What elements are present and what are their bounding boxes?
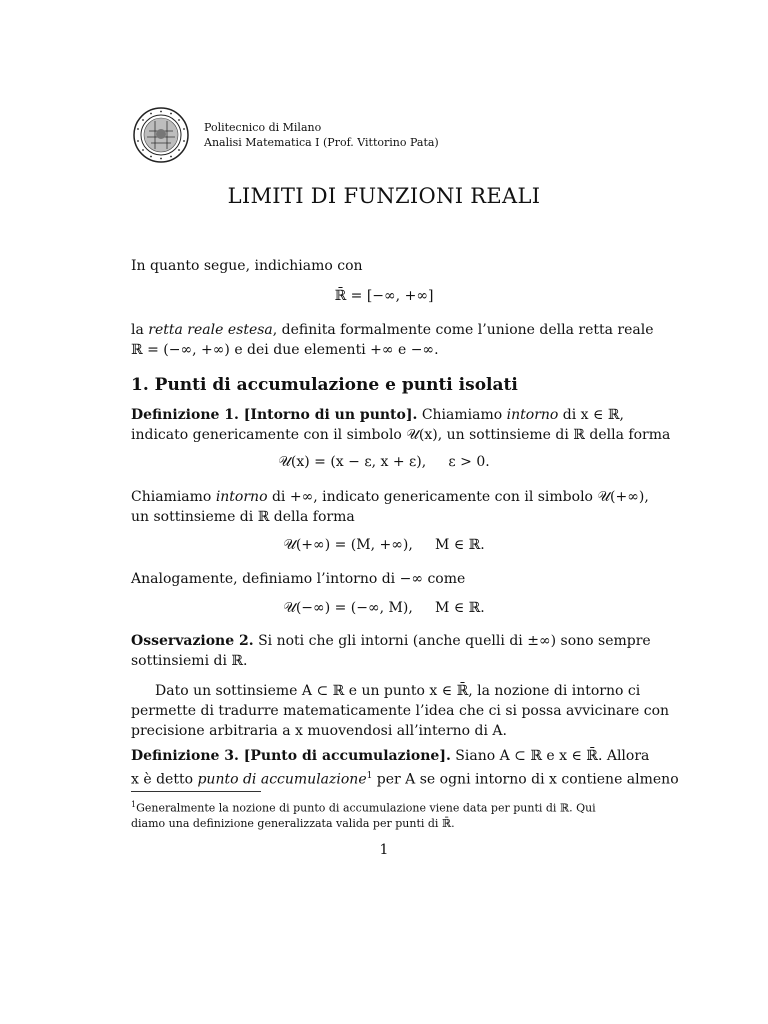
course-header xyxy=(204,120,439,150)
footnote: $^1$Generalmente la nozione di punto di accumulazione viene data per punti di ℝ. Qui diamo una definizione generalizzata valida per punti di ℝ̄. xyxy=(131,800,596,830)
minus-infinity-equation: 𝒰(−∞) = (−∞, M), M ∈ ℝ. xyxy=(283,600,485,616)
plus-infinity-paragraph: Chiamiamo intorno di +∞, indicato genericamente con il simbolo 𝒰(+∞), un sottinsieme di ℝ della forma xyxy=(131,489,649,525)
intro-line: In quanto segue, indichiamo con xyxy=(131,258,363,274)
institution-name: Politecnico di Milano xyxy=(204,121,322,134)
document-title: LIMITI DI FUNZIONI REALI xyxy=(227,184,541,208)
page-number: 1 xyxy=(379,842,389,858)
observation-2: Osservazione 2. Si noti che gli intorni (anche quelli di ±∞) sono sempre sottinsiemi di ℝ. xyxy=(131,633,651,669)
retta-reale-estesa-term: retta reale estesa xyxy=(148,322,273,338)
definition-1: Definizione 1. [Intorno di un punto]. Chiamiamo intorno di x ∈ ℝ, indicato genericamente con il simbolo 𝒰(x), un sottinsieme di ℝ della forma xyxy=(131,407,671,443)
neighborhood-equation: 𝒰(x) = (x − ε, x + ε), ε > 0. xyxy=(278,454,490,470)
definition-3: Definizione 3. [Punto di accumulazione]. Siano A ⊂ ℝ e x ∈ ℝ̄. Allora x è detto punto di accumulazione$^1$ per A se ogni intorno di x contiene almeno xyxy=(131,748,679,788)
plus-infinity-equation: 𝒰(+∞) = (M, +∞), M ∈ ℝ. xyxy=(283,537,485,553)
footnote-rule xyxy=(131,791,261,792)
intorno-paragraph: Dato un sottinsieme A ⊂ ℝ e un punto x ∈ ℝ̄, la nozione di intorno ci permette di tradurre matematicamente l’idea che ci si possa avvicinare con precisione arbitraria a x muovendosi all’interno di A. xyxy=(131,683,670,739)
intro-paragraph: la retta reale estesa, definita formalmente come l’unione della retta reale ℝ = (−∞, +∞) e dei due elementi +∞ e −∞. xyxy=(131,322,654,358)
definition-1-label: Definizione 1. [Intorno di un punto]. xyxy=(131,407,418,423)
observation-2-label: Osservazione 2. xyxy=(131,633,254,649)
minus-infinity-paragraph: Analogamente, definiamo l’intorno di −∞ come xyxy=(131,571,466,587)
section-heading: 1. Punti di accumulazione e punti isolati xyxy=(131,375,518,395)
extended-reals-equation: ℝ̄ = [−∞, +∞] xyxy=(334,288,434,304)
footnote-marker: 1 xyxy=(366,771,373,781)
politecnico-seal-icon xyxy=(133,107,189,163)
definition-3-label: Definizione 3. [Punto di accumulazione]. xyxy=(131,748,451,764)
course-name: Analisi Matematica I (Prof. Vittorino Pata) xyxy=(204,136,439,149)
